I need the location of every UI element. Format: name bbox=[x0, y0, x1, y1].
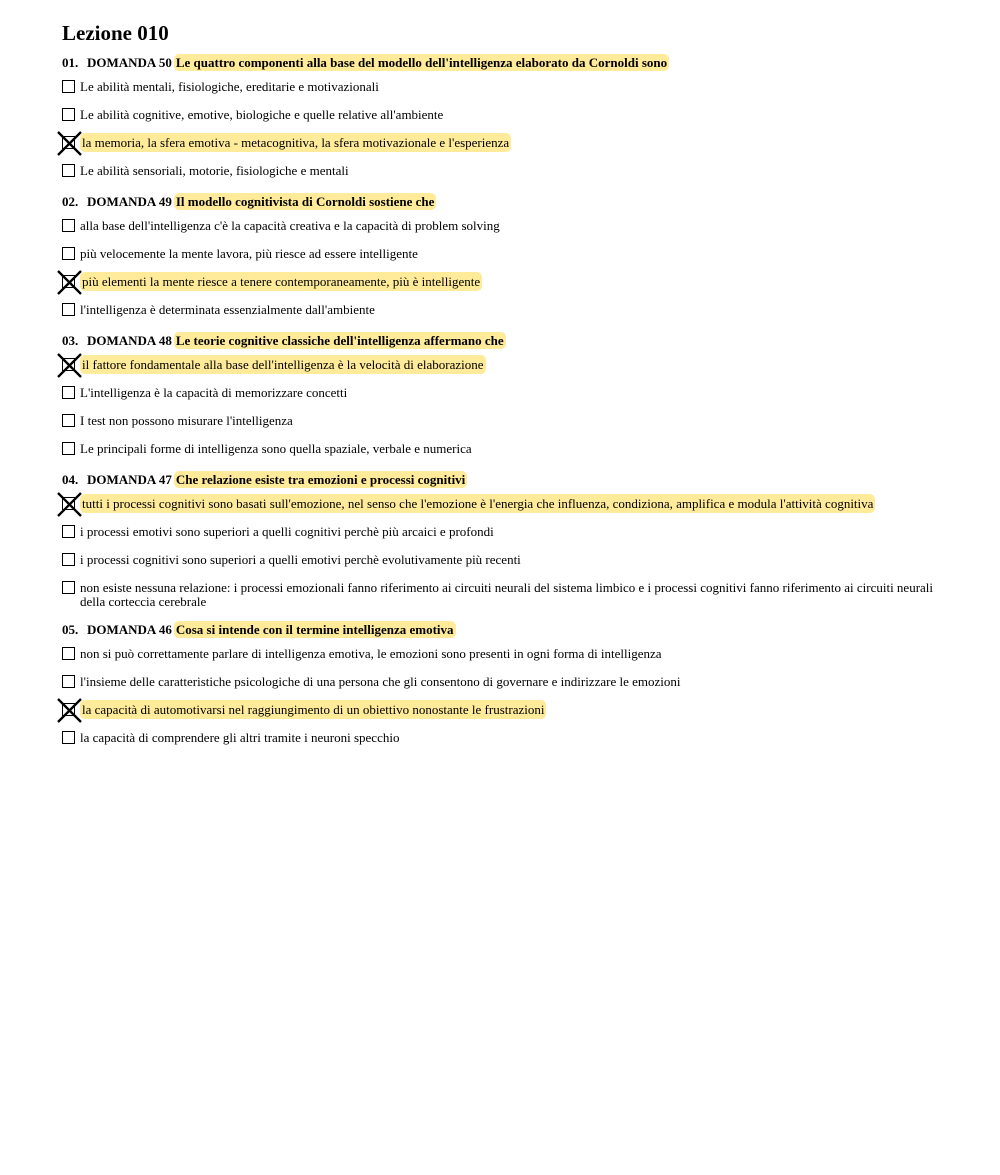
option-text: L'intelligenza è la capacità di memorizzare concetti bbox=[80, 385, 348, 400]
question-header bbox=[62, 192, 942, 212]
answer-option[interactable] bbox=[62, 647, 942, 663]
option-text: I test non possono misurare l'intelligenza bbox=[80, 413, 293, 428]
check-x-icon bbox=[58, 493, 81, 516]
question-label: DOMANDA 46 bbox=[87, 622, 172, 637]
option-text: Le abilità cognitive, emotive, biologiche e quelle relative all'ambiente bbox=[80, 107, 444, 122]
answer-option[interactable] bbox=[62, 275, 942, 291]
question-label: DOMANDA 47 bbox=[87, 472, 172, 487]
checkbox-checked[interactable] bbox=[62, 358, 75, 371]
answer-option[interactable] bbox=[62, 414, 942, 430]
option-text: i processi emotivi sono superiori a quelli cognitivi perchè più arcaici e profondi bbox=[80, 524, 494, 539]
answer-option[interactable] bbox=[62, 303, 942, 319]
question-text: Le teorie cognitive classiche dell'intelligenza affermano che bbox=[175, 333, 504, 348]
option-text: il fattore fondamentale alla base dell'intelligenza è la velocità di elaborazione bbox=[82, 357, 484, 372]
check-x-icon bbox=[58, 354, 81, 377]
option-text: l'intelligenza è determinata essenzialmente dall'ambiente bbox=[80, 302, 375, 317]
answer-option[interactable] bbox=[62, 525, 942, 541]
quiz-page bbox=[62, 20, 942, 759]
option-text: non esiste nessuna relazione: i processi emozionali fanno riferimento ai circuiti neurali del sistema limbico e i processi cognitivi fanno riferimento ai circuiti neurali della corteccia cerebrale bbox=[80, 580, 934, 609]
question-block bbox=[62, 192, 942, 319]
checkbox[interactable] bbox=[62, 525, 75, 538]
answer-option[interactable] bbox=[62, 136, 942, 152]
answer-option[interactable] bbox=[62, 219, 942, 235]
answer-option[interactable] bbox=[62, 386, 942, 402]
answer-option[interactable] bbox=[62, 703, 942, 719]
option-text: più velocemente la mente lavora, più riesce ad essere intelligente bbox=[80, 246, 418, 261]
checkbox[interactable] bbox=[62, 164, 75, 177]
question-label: DOMANDA 50 bbox=[87, 55, 172, 70]
checkbox-checked[interactable] bbox=[62, 136, 75, 149]
question-text: Cosa si intende con il termine intelligenza emotiva bbox=[175, 622, 454, 637]
answer-option[interactable] bbox=[62, 442, 942, 458]
question-block bbox=[62, 331, 942, 458]
question-header bbox=[62, 331, 942, 351]
question-list bbox=[62, 53, 942, 747]
option-text: la memoria, la sfera emotiva - metacognitiva, la sfera motivazionale e l'esperienza bbox=[82, 135, 510, 150]
question-header bbox=[62, 53, 942, 73]
question-label: DOMANDA 48 bbox=[87, 333, 172, 348]
checkbox[interactable] bbox=[62, 247, 75, 260]
checkbox[interactable] bbox=[62, 386, 75, 399]
check-x-icon bbox=[58, 271, 81, 294]
question-block bbox=[62, 470, 942, 609]
question-number: 02. bbox=[62, 194, 79, 209]
option-text: l'insieme delle caratteristiche psicologiche di una persona che gli consentono di governare e indirizzare le emozioni bbox=[80, 674, 681, 689]
checkbox-checked[interactable] bbox=[62, 703, 75, 716]
checkbox-checked[interactable] bbox=[62, 497, 75, 510]
answer-option[interactable] bbox=[62, 675, 942, 691]
option-text: tutti i processi cognitivi sono basati sull'emozione, nel senso che l'emozione è l'energia che influenza, condiziona, amplifica e modula l'attività cognitiva bbox=[82, 496, 874, 511]
option-text: Le abilità sensoriali, motorie, fisiologiche e mentali bbox=[80, 163, 349, 178]
answer-option[interactable] bbox=[62, 358, 942, 374]
option-text: più elementi la mente riesce a tenere contemporaneamente, più è intelligente bbox=[82, 274, 481, 289]
question-number: 04. bbox=[62, 472, 79, 487]
question-label: DOMANDA 49 bbox=[87, 194, 172, 209]
checkbox[interactable] bbox=[62, 80, 75, 93]
question-number: 05. bbox=[62, 622, 79, 637]
answer-option[interactable] bbox=[62, 164, 942, 180]
option-text: la capacità di automotivarsi nel raggiungimento di un obiettivo nonostante le frustrazioni bbox=[82, 702, 545, 717]
answer-option[interactable] bbox=[62, 731, 942, 747]
option-text: i processi cognitivi sono superiori a quelli emotivi perchè evolutivamente più recenti bbox=[80, 552, 521, 567]
answer-option[interactable] bbox=[62, 553, 942, 569]
check-x-icon bbox=[58, 132, 81, 155]
checkbox[interactable] bbox=[62, 442, 75, 455]
checkbox[interactable] bbox=[62, 303, 75, 316]
question-block bbox=[62, 53, 942, 180]
checkbox[interactable] bbox=[62, 675, 75, 688]
option-text: la capacità di comprendere gli altri tramite i neuroni specchio bbox=[80, 730, 400, 745]
option-text: Le abilità mentali, fisiologiche, ereditarie e motivazionali bbox=[80, 79, 379, 94]
question-header bbox=[62, 470, 942, 490]
checkbox[interactable] bbox=[62, 581, 75, 594]
checkbox[interactable] bbox=[62, 219, 75, 232]
answer-option[interactable] bbox=[62, 497, 942, 513]
question-text: Il modello cognitivista di Cornoldi sostiene che bbox=[175, 194, 435, 209]
answer-option[interactable] bbox=[62, 247, 942, 263]
checkbox-checked[interactable] bbox=[62, 275, 75, 288]
answer-option[interactable] bbox=[62, 80, 942, 96]
answer-option[interactable] bbox=[62, 108, 942, 124]
check-x-icon bbox=[58, 699, 81, 722]
question-number: 01. bbox=[62, 55, 79, 70]
option-text: alla base dell'intelligenza c'è la capacità creativa e la capacità di problem solving bbox=[80, 218, 500, 233]
checkbox[interactable] bbox=[62, 647, 75, 660]
question-text: Che relazione esiste tra emozioni e processi cognitivi bbox=[175, 472, 466, 487]
question-text: Le quattro componenti alla base del modello dell'intelligenza elaborato da Cornoldi sono bbox=[175, 55, 668, 70]
checkbox[interactable] bbox=[62, 108, 75, 121]
checkbox[interactable] bbox=[62, 414, 75, 427]
page-title: Lezione 010 bbox=[62, 21, 169, 45]
option-text: Le principali forme di intelligenza sono quella spaziale, verbale e numerica bbox=[80, 441, 472, 456]
question-header bbox=[62, 620, 942, 640]
question-number: 03. bbox=[62, 333, 79, 348]
question-block bbox=[62, 620, 942, 747]
answer-option[interactable] bbox=[62, 581, 942, 609]
option-text: non si può correttamente parlare di intelligenza emotiva, le emozioni sono presenti in ogni forma di intelligenza bbox=[80, 646, 662, 661]
checkbox[interactable] bbox=[62, 553, 75, 566]
checkbox[interactable] bbox=[62, 731, 75, 744]
